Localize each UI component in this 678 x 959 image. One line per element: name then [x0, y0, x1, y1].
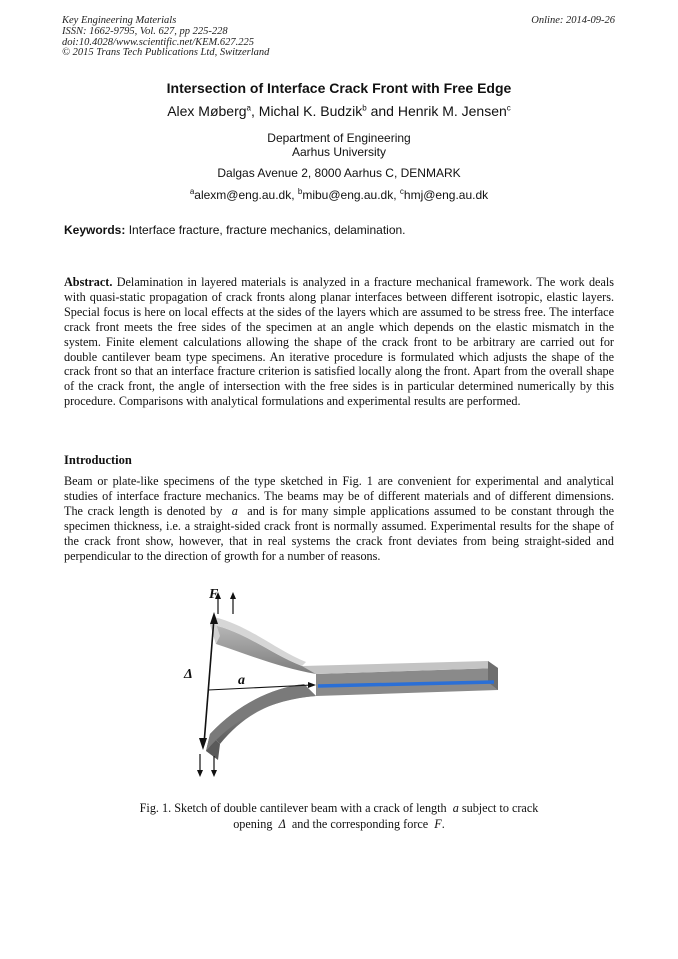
email-link[interactable]: mibu@eng.au.dk — [302, 188, 394, 202]
copyright-line: © 2015 Trans Tech Publications Ltd, Switzerland — [62, 47, 270, 59]
paper-title: Intersection of Interface Crack Front with Free Edge — [166, 80, 512, 96]
keywords-text: Interface fracture, fracture mechanics, delamination. — [128, 223, 406, 237]
figure-caption-line2: opening Δ and the corresponding force F. — [233, 817, 445, 831]
journal-header — [62, 16, 269, 59]
email-list: $^a$alexm@eng.au.dk, $^b$mibu@eng.au.dk, $^c$hmj@eng.au.dk — [189, 187, 489, 202]
delta-arrow-line — [204, 618, 214, 744]
author-sup: b — [362, 103, 367, 113]
author-sup: a — [246, 103, 251, 113]
doi-line: doi:10.4028/www.scientific.net/KEM.627.225 — [62, 36, 254, 48]
upper-arm — [210, 624, 316, 674]
author-sup: c — [506, 103, 511, 113]
issn-line: ISSN: 1662-9795, Vol. 627, pp 225-228 — [62, 25, 228, 37]
a-dimension-arrowhead — [308, 682, 316, 688]
abstract-text: Delamination in layered materials is analyzed in a fracture mechanical framework. The work deals with quasi-static propagation of crack fronts along planar interfaces between different isotropic, elastic layers. Special focus is here on local effects at the sides of the layers which are assumed to be stress free. The interface crack front meets the free sides of the specimen at an angle which depends on the elastic mismatch in the system. Finite element calculations allowing the shape of the crack front to be arbitrary are carried out for double cantilever beam type specimens. An iterative procedure is formulated which adjusts the shape of the crack front so that an interface fracture criterion is satisfied locally along the front. Apart from the overall shape of the crack front, the angle of intersection with the free sides is in particular determined numerically by this procedure. Comparisons with analytical formulations and experimental results are performed. — [64, 275, 614, 409]
author-name: Henrik M. Jensen — [397, 103, 507, 119]
figure-caption-line1: Fig. 1. Sketch of double cantilever beam with a crack of length a subject to crack — [139, 801, 539, 815]
affiliation-univ: Aarhus University — [291, 145, 387, 159]
online-date: Online: 2014-09-26 — [531, 15, 615, 26]
keywords-label: Keywords: — [64, 223, 126, 237]
email-link[interactable]: hmj@eng.au.dk — [403, 188, 489, 202]
delta-arrow-head-bottom — [199, 738, 207, 750]
figure-dcb-sketch — [176, 584, 506, 784]
force-arrowhead-down-1 — [197, 770, 203, 777]
force-arrowhead-down-2 — [211, 770, 217, 777]
keywords — [64, 223, 406, 237]
author-name: Alex Møberg — [167, 103, 247, 119]
affiliation-address: Dalgas Avenue 2, 8000 Aarhus C, DENMARK — [217, 166, 461, 180]
abstract-label: Abstract. — [64, 275, 113, 289]
journal-name: Key Engineering Materials — [62, 15, 177, 26]
section-heading-introduction: Introduction — [64, 453, 132, 467]
variable-a: a — [231, 503, 238, 518]
author-list: Alex Møberg$^a$, Michal K. Budzik$^b$ and Henrik M. Jensen$^c$ — [167, 103, 511, 119]
label-F: F — [209, 587, 219, 602]
label-a: a — [238, 673, 245, 688]
author-name: Michal K. Budzik — [258, 103, 363, 119]
introduction-paragraph: Beam or plate-like specimens of the type sketched in Fig. 1 are convenient for experimental and analytical studies of interface fracture mechanics. The beams may be of different materials and of different dimensions. The crack length is denoted by a and is for many simple applications assumed to be constant through the specimen thickness, i.e. a straight-sided crack front is normally assumed. Experimental results for the shape of the crack front show, however, that in real systems the crack front deviates from being straight-sided and perpendicular to the direction of growth for a number of reasons. — [64, 474, 615, 563]
affiliation-dept: Department of Engineering — [267, 131, 411, 145]
email-link[interactable]: alexm@eng.au.dk — [194, 188, 292, 202]
force-arrowhead-up-2 — [230, 592, 236, 599]
abstract-paragraph — [64, 275, 614, 409]
label-delta: Δ — [184, 667, 193, 682]
